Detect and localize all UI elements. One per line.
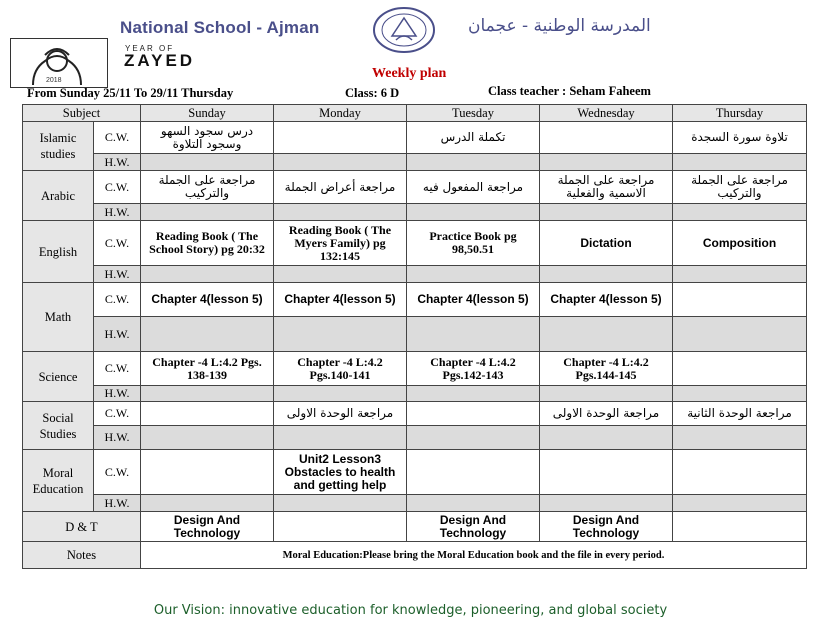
table-cell: مراجعة الوحدة الثانية (673, 402, 807, 426)
cw-label: C.W. (94, 171, 141, 204)
subject-name: Science (23, 352, 94, 402)
table-row (23, 495, 807, 512)
table-row (23, 352, 807, 386)
table-cell: Chapter -4 L:4.2 Pgs.144-145 (540, 352, 673, 386)
hw-label: H.W. (94, 495, 141, 512)
table-cell (673, 352, 807, 386)
cw-label: C.W. (94, 352, 141, 386)
table-cell (141, 266, 274, 283)
table-cell (407, 317, 540, 352)
table-cell (274, 154, 407, 171)
table-header-row (23, 105, 807, 122)
table-row (23, 221, 807, 266)
cw-label: C.W. (94, 122, 141, 154)
header-subject: Subject (23, 105, 141, 122)
table-cell (540, 495, 673, 512)
table-row (23, 122, 807, 154)
table-cell (673, 512, 807, 542)
header-day: Tuesday (407, 105, 540, 122)
table-cell: تلاوة سورة السجدة (673, 122, 807, 154)
table-cell (540, 426, 673, 450)
class-teacher: Class teacher : Seham Faheem (488, 84, 651, 98)
table-cell (407, 154, 540, 171)
table-cell (274, 266, 407, 283)
table-row (23, 171, 807, 204)
table-cell: Reading Book ( The Myers Family) pg 132:145 (274, 221, 407, 266)
table-cell (673, 154, 807, 171)
table-cell: درس سجود السهو وسجود التلاوة (141, 122, 274, 154)
table-cell: مراجعة على الجملة والتركيب (141, 171, 274, 204)
table-cell (540, 450, 673, 495)
cw-label: C.W. (94, 283, 141, 317)
table-cell (141, 450, 274, 495)
table-cell: مراجعة أعراض الجملة (274, 171, 407, 204)
table-cell (673, 426, 807, 450)
table-cell (540, 122, 673, 154)
table-cell (673, 283, 807, 317)
table-cell: Design And Technology (141, 512, 274, 542)
header-day: Thursday (673, 105, 807, 122)
table-cell (407, 495, 540, 512)
table-cell: مراجعة المفعول فيه (407, 171, 540, 204)
table-cell (141, 154, 274, 171)
table-cell (141, 426, 274, 450)
hw-label: H.W. (94, 204, 141, 221)
table-cell (407, 402, 540, 426)
table-cell (141, 495, 274, 512)
hw-label: H.W. (94, 386, 141, 402)
hw-label: H.W. (94, 317, 141, 352)
zayed-label: ZAYED (124, 51, 196, 70)
table-cell: Design And Technology (407, 512, 540, 542)
table-row (23, 450, 807, 495)
table-cell: Design And Technology (540, 512, 673, 542)
table-cell (274, 512, 407, 542)
header-day: Monday (274, 105, 407, 122)
table-cell: مراجعة على الجملة الاسمية والفعلية (540, 171, 673, 204)
table-cell (274, 386, 407, 402)
subject-name: D & T (23, 512, 141, 542)
hw-label: H.W. (94, 426, 141, 450)
table-cell (141, 317, 274, 352)
subject-name: Social Studies (23, 402, 94, 450)
table-cell: Chapter 4(lesson 5) (274, 283, 407, 317)
table-cell: مراجعة على الجملة والتركيب (673, 171, 807, 204)
weekly-plan-table (22, 104, 807, 569)
subject-name: Islamic studies (23, 122, 94, 171)
table-cell (274, 204, 407, 221)
header-day: Sunday (141, 105, 274, 122)
table-cell (407, 204, 540, 221)
table-row (23, 266, 807, 283)
table-cell: Unit2 Lesson3 Obstacles to health and getting help (274, 450, 407, 495)
class-label: Class: 6 D (345, 86, 400, 100)
hw-label: H.W. (94, 266, 141, 283)
table-cell: Chapter -4 L:4.2 Pgs. 138-139 (141, 352, 274, 386)
page-title: Weekly plan (372, 66, 447, 81)
school-crest-logo (366, 6, 442, 58)
table-row (23, 426, 807, 450)
table-cell: Reading Book ( The School Story) pg 20:32 (141, 221, 274, 266)
cw-label: C.W. (94, 450, 141, 495)
school-name-arabic: المدرسة الوطنية - عجمان (468, 16, 651, 36)
table-cell (673, 386, 807, 402)
subject-name: Moral Education (23, 450, 94, 512)
table-row (23, 283, 807, 317)
table-cell (407, 426, 540, 450)
table-cell (540, 317, 673, 352)
date-range: From Sunday 25/11 To 29/11 Thursday (27, 86, 234, 100)
table-cell: Chapter -4 L:4.2 Pgs.142-143 (407, 352, 540, 386)
table-cell (673, 450, 807, 495)
table-cell: مراجعة الوحدة الاولى (540, 402, 673, 426)
table-cell (274, 426, 407, 450)
table-cell (141, 386, 274, 402)
school-name-english: National School - Ajman (120, 18, 320, 37)
table-cell (673, 204, 807, 221)
header-day: Wednesday (540, 105, 673, 122)
table-cell: Chapter 4(lesson 5) (540, 283, 673, 317)
hw-label: H.W. (94, 154, 141, 171)
table-cell (673, 266, 807, 283)
table-cell: Chapter 4(lesson 5) (407, 283, 540, 317)
table-cell: مراجعة الوحدة الاولى (274, 402, 407, 426)
cw-label: C.W. (94, 221, 141, 266)
table-row (23, 154, 807, 171)
table-cell (673, 495, 807, 512)
table-cell (274, 122, 407, 154)
year-of-label: YEAR OF (125, 44, 175, 53)
table-cell (141, 204, 274, 221)
table-cell: Chapter 4(lesson 5) (141, 283, 274, 317)
table-row (23, 204, 807, 221)
table-cell (540, 386, 673, 402)
notes-label: Notes (23, 542, 141, 569)
table-cell (540, 154, 673, 171)
table-cell: Composition (673, 221, 807, 266)
table-cell (274, 495, 407, 512)
table-cell: تكملة الدرس (407, 122, 540, 154)
table-row (23, 402, 807, 426)
vision-statement: Our Vision: innovative education for knowledge, pioneering, and global society (153, 603, 668, 618)
subject-name: Math (23, 283, 94, 352)
table-row (23, 386, 807, 402)
table-cell (673, 317, 807, 352)
zayed-year: 2018 (46, 77, 62, 84)
table-cell (141, 402, 274, 426)
table-cell (407, 386, 540, 402)
notes-row (23, 542, 807, 569)
table-cell: Chapter -4 L:4.2 Pgs.140-141 (274, 352, 407, 386)
table-cell (274, 317, 407, 352)
cw-label: C.W. (94, 402, 141, 426)
notes-text: Moral Education:Please bring the Moral Education book and the file in every period. (141, 542, 807, 569)
subject-name: Arabic (23, 171, 94, 221)
table-row (23, 512, 807, 542)
table-row (23, 317, 807, 352)
table-cell (540, 266, 673, 283)
table-cell (407, 450, 540, 495)
table-cell: Dictation (540, 221, 673, 266)
table-cell (407, 266, 540, 283)
subject-name: English (23, 221, 94, 283)
table-cell (540, 204, 673, 221)
table-cell: Practice Book pg 98,50.51 (407, 221, 540, 266)
